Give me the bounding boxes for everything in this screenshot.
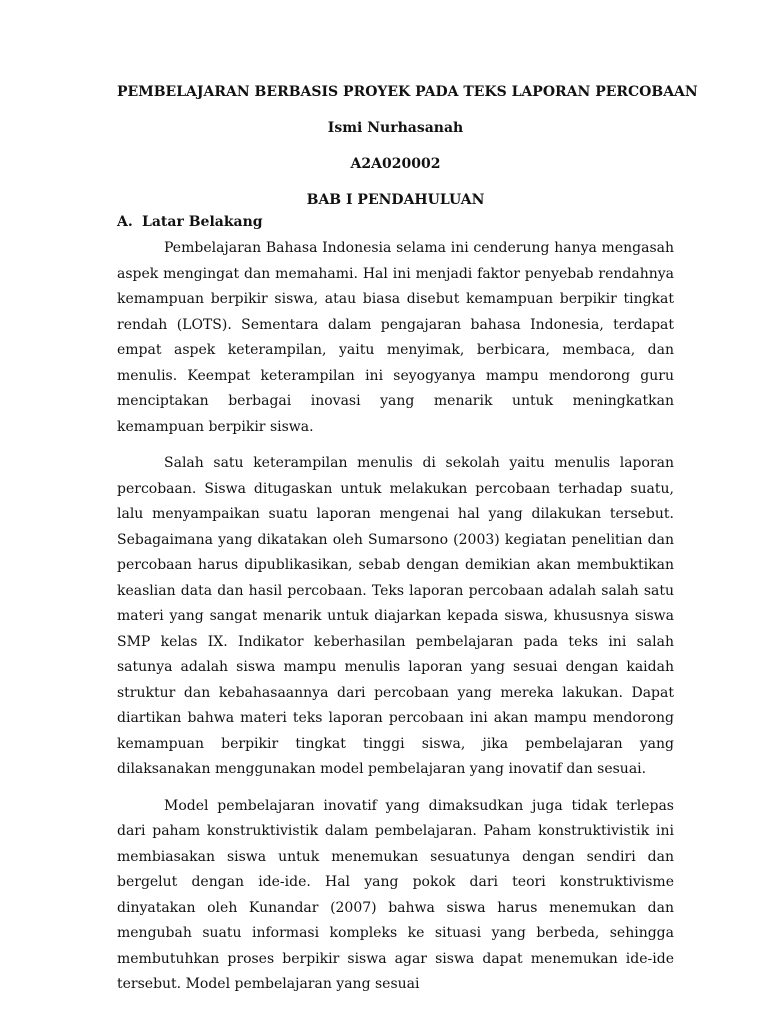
chapter-heading: BAB I PENDAHULUAN — [306, 192, 485, 208]
document-title: PEMBELAJARAN BERBASIS PROYEK PADA TEKS LAPORAN PERCOBAAN — [117, 84, 698, 100]
paragraph-2: Salah satu keterampilan menulis di sekolah yaitu menulis laporan percobaan. Siswa ditugaskan untuk melakukan percobaan terhadap suatu, lalu menyampaikan suatu laporan mengenai hal yang dilakukan tersebut. Sebagaimana yang dikatakan oleh Sumarsono (2003) kegiatan penelitian dan percobaan harus dipublikasikan, sebab dengan demikian akan membuktikan keaslian data dan hasil percobaan. Teks laporan percobaan adalah salah satu materi yang sangat menarik untuk diajarkan kepada siswa, khususnya siswa SMP kelas IX. Indikator keberhasilan pembelajaran pada teks ini salah satunya adalah siswa mampu menulis laporan yang sesuai dengan kaidah struktur dan kebahasaannya dari percobaan yang mereka lakukan. Dapat diartikan bahwa materi teks laporan percobaan ini akan mampu mendorong kemampuan berpikir tingkat tinggi siswa, jika pembelajaran yang dilaksanakan menggunakan model pembelajaran yang inovatif dan sesuai. — [117, 455, 674, 777]
section-heading — [117, 214, 674, 230]
student-id: A2A020002 — [350, 156, 441, 172]
paragraph-1: Pembelajaran Bahasa Indonesia selama ini cenderung hanya mengasah aspek mengingat dan memahami. Hal ini menjadi faktor penyebab rendahnya kemampuan berpikir siswa, atau biasa disebut kemampuan berpikir tingkat rendah (LOTS). Sementara dalam pengajaran bahasa Indonesia, terdapat empat aspek keterampilan, yaitu menyimak, berbicara, membaca, dan menulis. Keempat keterampilan ini seyogyanya mampu mendorong guru menciptakan berbagai inovasi yang menarik untuk meningkatkan kemampuan berpikir siswa. — [117, 240, 674, 435]
document-author: Ismi Nurhasanah — [327, 120, 464, 136]
section-title: Latar Belakang — [142, 214, 263, 230]
section-number: A. — [117, 214, 133, 230]
paragraph-3: Model pembelajaran inovatif yang dimaksudkan juga tidak terlepas dari paham konstruktivistik dalam pembelajaran. Paham konstruktivistik ini membiasakan siswa untuk menemukan sesuatunya dengan sendiri dan bergelut dengan ide-ide. Hal yang pokok dari teori konstruktivisme dinyatakan oleh Kunandar (2007) bahwa siswa harus menemukan dan mengubah suatu informasi kompleks ke situasi yang berbeda, sehingga membutuhkan proses berpikir siswa agar siswa dapat menemukan ide-ide tersebut. Model pembelajaran yang sesuai — [117, 797, 674, 992]
